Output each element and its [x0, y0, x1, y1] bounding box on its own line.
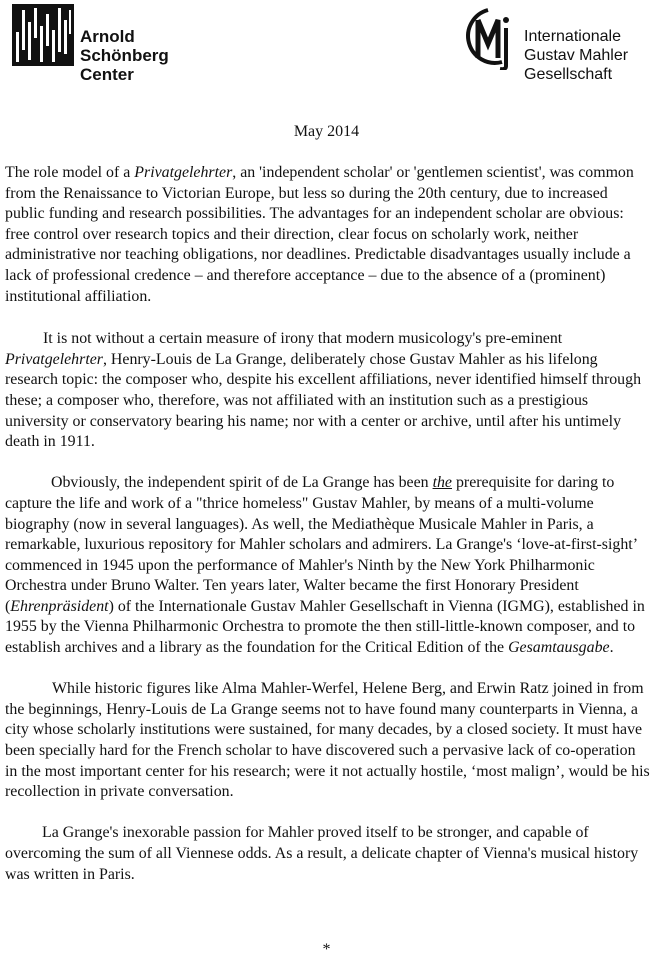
letterhead — [0, 0, 653, 100]
p3-emphasis-the: the — [432, 474, 452, 492]
arnold-schoenberg-center-logo — [12, 4, 74, 66]
p3-text-c: prerequisite for daring to capture the life and work of a "thrice homeless" Gustav Mahler, by means of a multi-volume biography (now in several languages). As well, the Mediathèque Musicale Mahler in Paris, a remarkable, luxurious repository for Mahler scholars and admirers. La Grange's ‘love-at-first-sight’ commenced in 1945 upon the performance of Mahler's Ninth by the New York Philharmonic Orchestra under Bruno Walter. Ten years later, Walter became the first Honorary President ( — [5, 474, 637, 615]
p3-text-a: Obviously, the independent spirit of de La Grange has been — [51, 474, 433, 492]
paragraph-1 — [5, 163, 650, 307]
paragraph-4 — [5, 679, 650, 803]
p5-text: La Grange's inexorable passion for Mahler proved itself to be stronger, and capable of overcoming the sum of all Viennese odds. As a result, a delicate chapter of Vienna's musical history was written in Paris. — [5, 824, 639, 883]
p1-text-c: , an 'independent scholar' or 'gentlemen scientist', was common from the Renaissance to Victorian Europe, but less so during the 20th century, due to increased public funding and research possibilities. The advantages for an independent scholar are obvious: free control over research topics and their direction, clear focus on scholarly work, neither administrative nor teaching obligations, nor deadlines. Predictable disadvantages usually include a lack of professional credence – and therefore acceptance – due to the absence of a (prominent) institutional affiliation. — [5, 164, 634, 305]
p2-text-c: , Henry-Louis de La Grange, deliberately chose Gustav Mahler as his lifelong research topic: the composer who, despite his excellent affiliations, never identified himself through these; a composer who, therefore, was not affiliated with an institution such as a prestigious university or conservatory bearing his name; nor with a center or archive, until after his untimely death in 1911. — [5, 350, 642, 451]
p3-italic-ehrenpraesident: Ehrenpräsident — [10, 597, 109, 615]
p4-text: While historic figures like Alma Mahler-Werfel, Helene Berg, and Erwin Ratz joined in from the beginnings, Henry-Louis de La Grange seems not to have found many counterparts in Vienna, a city whose scholarly institutions were sustained, for many decades, by a closed society. It must have been specially hard for the French scholar to have discovered such a pervasive lack of co-operation in the most important center for his research; were it not actually hostile, ‘most malign’, would be his recollection in private conversation. — [5, 680, 650, 801]
p2-italic-privatgelehrter: Privatgelehrter — [5, 350, 103, 368]
paragraph-2 — [5, 329, 650, 453]
letter-date: May 2014 — [293, 123, 360, 140]
p3-italic-gesamtausgabe: Gesamtausgabe — [508, 639, 610, 657]
igmg-name — [524, 27, 628, 84]
p1-italic-privatgelehrter: Privatgelehrter — [134, 164, 233, 181]
igmg-logo — [458, 6, 518, 70]
letter-body — [5, 163, 650, 906]
section-separator: * — [322, 941, 331, 958]
igmg-line-1: Internationale — [524, 28, 621, 45]
asc-line-3: Center — [80, 65, 134, 84]
p1-text-a: The role model of a — [5, 164, 135, 181]
paragraph-3 — [5, 473, 650, 658]
asc-line-1: Arnold — [80, 27, 135, 46]
p3-text-e: ) of the Internationale Gustav Mahler Gesellschaft in Vienna (IGMG), established in 1955 by the Vienna Philharmonic Orchestra to promote the then still-little-known composer, and to establish archives and a library as the foundation for the Critical Edition of the — [5, 597, 645, 657]
igmg-line-2: Gustav Mahler — [524, 47, 629, 64]
asc-line-2: Schönberg — [80, 46, 169, 65]
p2-text-a: It is not without a certain measure of irony that modern musicology's pre-eminent — [43, 330, 563, 348]
arnold-schoenberg-center-name — [80, 27, 169, 84]
paragraph-5 — [5, 823, 650, 885]
igmg-line-3: Gesellschaft — [524, 66, 613, 83]
p3-text-g: . — [609, 639, 614, 657]
